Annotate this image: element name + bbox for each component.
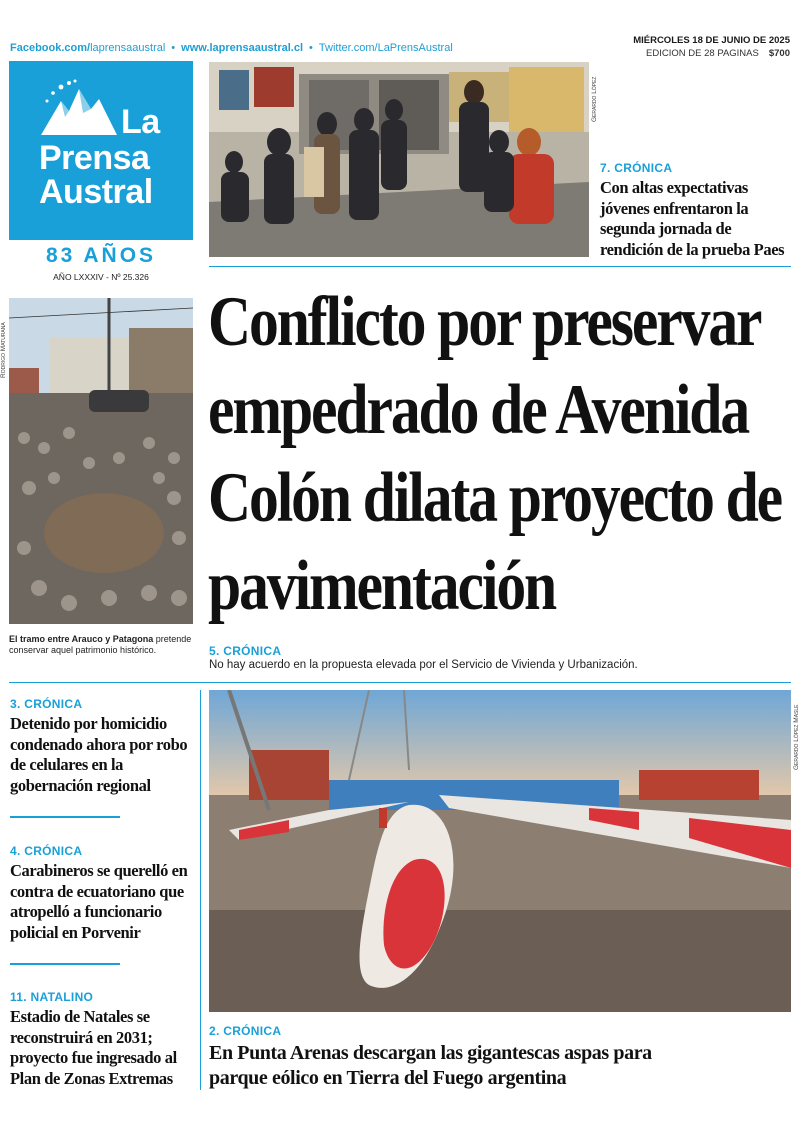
lead-photo-caption bbox=[9, 634, 193, 656]
top-story-section[interactable]: 7. CRÓNICA bbox=[600, 161, 673, 175]
students-photo[interactable] bbox=[209, 62, 589, 257]
page-count: EDICION DE 28 PAGINAS bbox=[646, 48, 759, 59]
top-story-headline[interactable]: Con altas expectativas jóvenes enfrentaron la segunda jornada de rendición de la prueba Paes bbox=[600, 178, 785, 259]
middle-divider bbox=[9, 682, 791, 683]
facebook-link[interactable]: Facebook.com/laprensaaustral bbox=[10, 42, 166, 54]
dateline bbox=[633, 34, 790, 60]
mountain-logo-icon bbox=[39, 79, 119, 139]
lead-photo-credit: Rodrigo Maturana bbox=[0, 322, 7, 378]
side-story-3-section[interactable]: 11. NATALINO bbox=[10, 990, 94, 1004]
side-divider-1 bbox=[10, 816, 120, 818]
caption-text: pretende conservar aquel patrimonio histórico. bbox=[9, 634, 192, 655]
issue-date: MIÉRCOLES 18 DE JUNIO DE 2025 bbox=[633, 35, 790, 46]
website-link[interactable]: www.laprensaaustral.cl bbox=[181, 42, 304, 54]
anniversary-label: 83 AÑOS bbox=[45, 244, 157, 267]
top-divider bbox=[209, 266, 791, 267]
wind-blades-photo[interactable] bbox=[209, 690, 791, 1012]
social-links: Facebook.com/laprensaaustral • www.laprensaaustral.cl • Twitter.com/LaPrensAustral bbox=[10, 42, 453, 54]
logo-word-austral: Austral bbox=[39, 173, 153, 211]
top-photo-credit: Gerardo López bbox=[591, 76, 598, 122]
side-story-3-headline[interactable]: Estadio de Natales se reconstruirá en 2031; proyecto fue ingresado al Plan de Zonas Extremas bbox=[10, 1007, 177, 1088]
masthead-logo[interactable] bbox=[9, 61, 193, 240]
side-divider-2 bbox=[10, 963, 120, 965]
lead-story-section[interactable]: 5. CRÓNICA bbox=[209, 644, 282, 658]
side-story-2-headline[interactable]: Carabineros se querelló en contra de ecuatoriano que atropelló a funcionario policial en Porvenir bbox=[10, 861, 188, 942]
issue-number: AÑO LXXXIV - Nº 25.326 bbox=[53, 272, 149, 282]
logo-word-prensa: Prensa bbox=[39, 139, 150, 177]
caption-lead: El tramo entre Arauco y Patagona bbox=[9, 634, 154, 644]
logo-word-la: La bbox=[121, 103, 160, 141]
price: $700 bbox=[768, 48, 790, 59]
side-story-1-section[interactable]: 3. CRÓNICA bbox=[10, 697, 83, 711]
side-story-2-section[interactable]: 4. CRÓNICA bbox=[10, 844, 83, 858]
bottom-story-headline[interactable]: En Punta Arenas descargan las gigantescas aspas para parque eólico en Tierra del Fuego argentina bbox=[209, 1042, 652, 1089]
cobblestone-photo[interactable] bbox=[9, 298, 193, 624]
lead-headline[interactable]: Conflicto por preservar empedrado de Avenida Colón dilata proyecto de pavimentación bbox=[208, 283, 782, 625]
bottom-story-section[interactable]: 2. CRÓNICA bbox=[209, 1024, 282, 1038]
side-story-1-headline[interactable]: Detenido por homicidio condenado ahora por robo de celulares en la gobernación regional bbox=[10, 714, 188, 795]
twitter-link[interactable]: Twitter.com/LaPrensAustral bbox=[318, 42, 453, 54]
bottom-photo-credit: Gerardo López Masle bbox=[793, 704, 800, 770]
lead-deck: No hay acuerdo en la propuesta elevada por el Servicio de Vivienda y Urbanización. bbox=[209, 659, 638, 671]
column-divider bbox=[200, 690, 201, 1090]
